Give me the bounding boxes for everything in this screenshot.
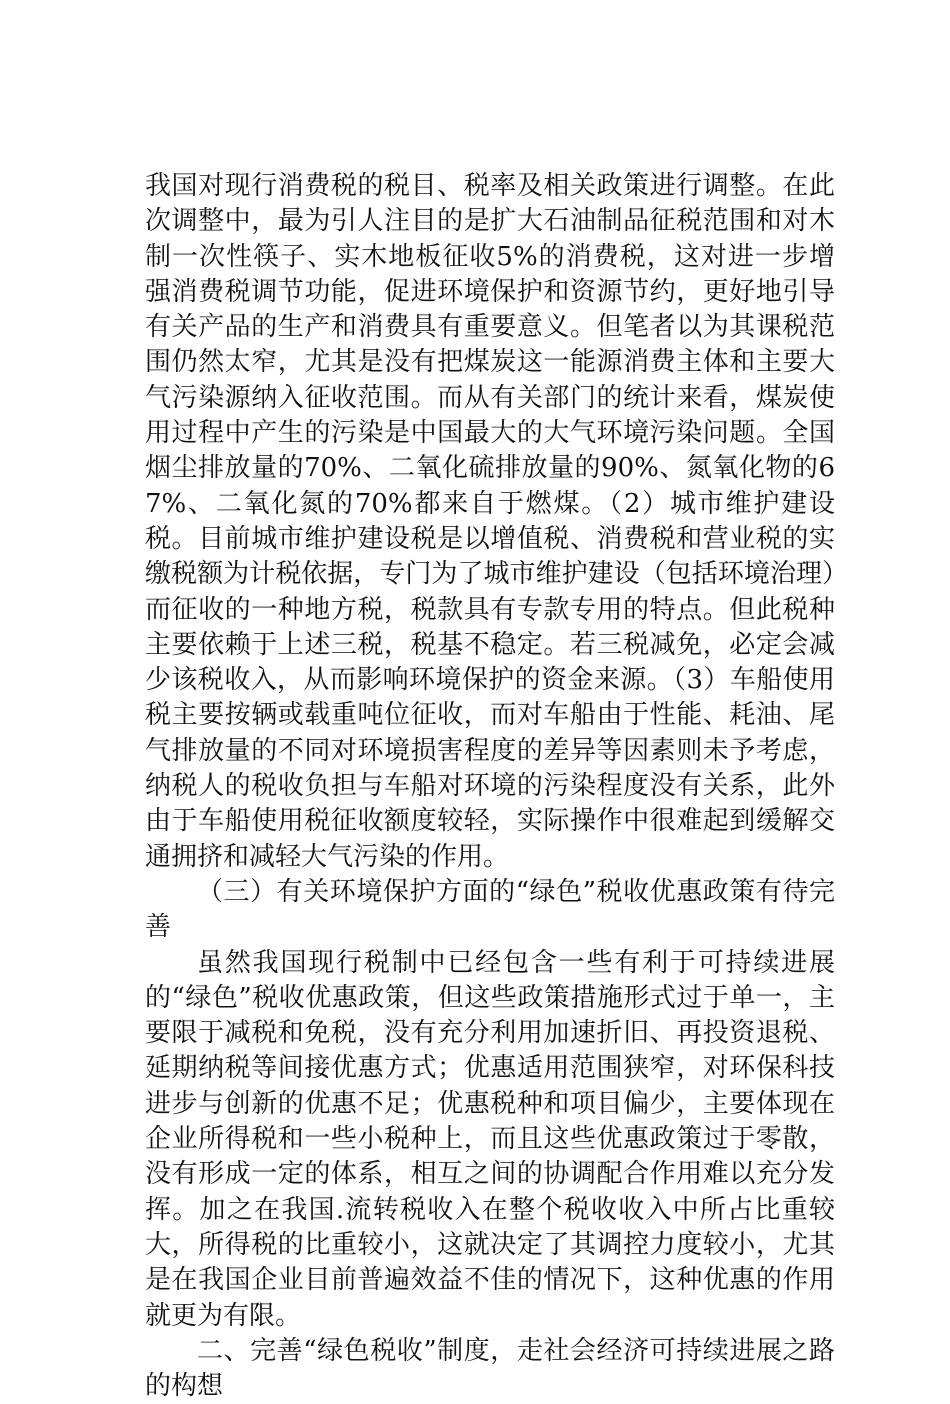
- section-heading: 二、完善“绿色税收”制度，走社会经济可持续进展之路的构想: [145, 1335, 835, 1402]
- body-paragraph: 我国对现行消费税的税目、税率及相关政策进行调整。在此次调整中，最为引人注目的是扩大石油制品征税范围和对木制一次性筷子、实木地板征收5%的消费税，这对进一步增强消费税调节功能，促进环境保护和资源节约，更好地引导有关产品的生产和消费具有重要意义。但笔者以为其课税范围仍然太窄，尤其是没有把煤炭这一能源消费主体和主要大气污染源纳入征收范围。而从有关部门的统计来看，煤炭使用过程中产生的污染是中国最大的大气环境污染问题。全国烟尘排放量的70%、二氧化硫排放量的90%、氮氧化物的67%、二氧化氮的70%都来自于燃煤。（2）城市维护建设税。目前城市维护建设税是以增值税、消费税和营业税的实缴税额为计税依据，专门为了城市维护建设（包括环境治理）而征收的一种地方税，税款具有专款专用的特点。但此税种主要依赖于上述三税，税基不稳定。若三税减免，必定会减少该税收入，从而影响环境保护的资金来源。（3）车船使用税主要按辆或载重吨位征收，而对车船由于性能、耗油、尾气排放量的不同对环境损害程度的差异等因素则未予考虑，纳税人的税收负担与车船对环境的污染程度没有关系，此外由于车船使用税征收额度较轻，实际操作中很难起到缓解交通拥挤和减轻大气污染的作用。: [145, 171, 835, 872]
- section-heading: （三）有关环境保护方面的“绿色”税收优惠政策有待完善: [145, 876, 835, 943]
- body-paragraph: 虽然我国现行税制中已经包含一些有利于可持续进展的“绿色”税收优惠政策，但这些政策措施形式过于单一，主要限于减税和免税，没有充分利用加速折旧、再投资退税、延期纳税等间接优惠方式；优惠适用范围狭窄，对环保科技进步与创新的优惠不足；优惠税种和项目偏少，主要体现在企业所得税和一些小税种上，而且这些优惠政策过于零散，没有形成一定的体系，相互之间的协调配合作用难以充分发挥。加之在我国.流转税收入在整个税收收入中所占比重较大，所得税的比重较小，这就决定了其调控力度较小，尤其是在我国企业目前普遍效益不佳的情况下，这种优惠的作用就更为有限。: [145, 947, 835, 1331]
- document-body: [145, 169, 835, 1404]
